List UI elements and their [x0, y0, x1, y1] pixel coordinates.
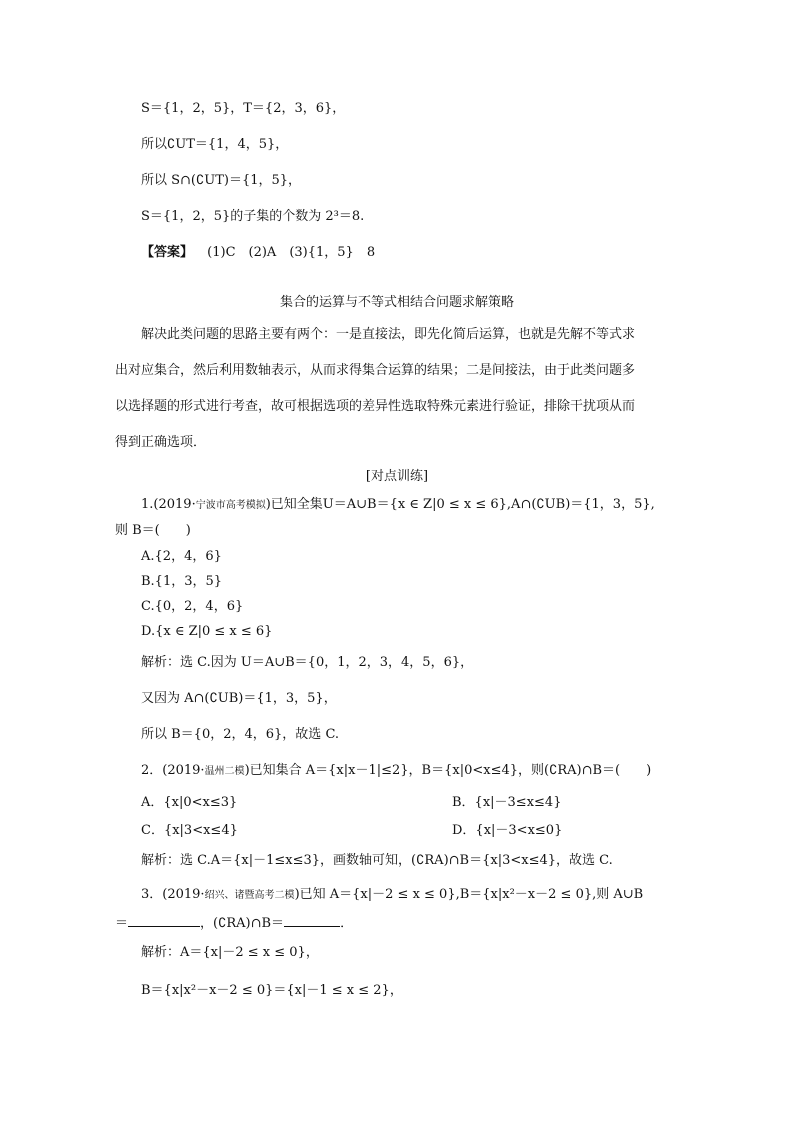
strategy-title: 集合的运算与不等式相结合问题求解策略	[279, 295, 514, 310]
q3-stem-text: )已知 A＝{x|－2 ≤ x ≤ 0},B＝{x|x²－x－2 ≤ 0},则 A∪B	[294, 887, 644, 902]
q2-stem	[141, 762, 651, 781]
solution-line-1: S＝{1，2，5}，T＝{2，3，6}，	[141, 101, 346, 116]
q2-option-b: B．{x|－3≤x≤4}	[452, 795, 562, 810]
solution-line-3: 所以 S∩(∁UT)＝{1，5}，	[141, 173, 302, 188]
q2-option-c: C．{x|3<x≤4}	[141, 823, 238, 838]
q3-stem-end: ．	[340, 916, 354, 931]
q1-stem-text: )已知全集U＝A∪B＝{x ∈ Z|0 ≤ x ≤ 6},A∩(∁UB)＝{1，3，5},	[265, 497, 655, 512]
training-header: [对点训练]	[365, 469, 429, 484]
q1-source-year: 2019·	[158, 497, 196, 512]
q1-solution-line-1: 解析：选 C.因为 U＝A∪B＝{0，1，2，3，4，5，6}，	[141, 655, 474, 670]
solution-line-2: 所以∁UT＝{1，4，5}，	[141, 137, 289, 152]
q3-stem-line-2	[115, 914, 353, 933]
q2-source-place: 温州二模	[204, 766, 245, 777]
q3-stem-middle: ，(∁RA)∩B＝	[200, 916, 285, 931]
q3-solution-line-1: 解析：A＝{x|－2 ≤ x ≤ 0}，	[141, 945, 319, 960]
q1-option-a: A.{2，4，6}	[141, 549, 222, 564]
q3-equals: ＝	[115, 916, 129, 931]
q1-solution-line-3: 所以 B＝{0，2，4，6}，故选 C.	[141, 727, 340, 742]
q1-option-b: B.{1，3，5}	[141, 574, 223, 589]
answer-tag: 【答案】	[141, 245, 194, 260]
q3-solution-line-2: B＝{x|x²－x－2 ≤ 0}＝{x|－1 ≤ x ≤ 2}，	[141, 983, 403, 998]
strategy-paragraph-line-3: 以选择题的形式进行考查，故可根据选项的差异性选取特殊元素进行验证，排除干扰项从而	[115, 399, 636, 414]
strategy-paragraph-line-4: 得到正确选项．	[115, 435, 207, 450]
q2-number: 2．(	[141, 763, 168, 778]
answer-text: (1)C (2)A (3){1，5} 8	[207, 245, 376, 260]
q2-stem-text: )已知集合 A＝{x|x－1|≤2}，B＝{x|0<x≤4}，则(∁RA)∩B＝( )	[244, 763, 652, 778]
q3-blank-2[interactable]	[284, 914, 340, 927]
q3-blank-1[interactable]	[128, 914, 200, 927]
q2-source-year: 2019·	[167, 763, 205, 778]
q1-solution-line-2: 又因为 A∩(∁UB)＝{1，3，5}，	[141, 691, 337, 706]
q3-source-place: 绍兴、诸暨高考二模	[204, 890, 295, 901]
q1-stem-line-2: 则 B＝( )	[115, 523, 191, 538]
q1-stem-line-1	[141, 496, 655, 515]
q1-option-c: C.{0，2，4，6}	[141, 599, 244, 614]
strategy-paragraph-line-1: 解决此类问题的思路主要有两个：一是直接法，即先化简后运算，也就是先解不等式求	[141, 327, 636, 342]
q2-option-a: A．{x|0<x≤3}	[141, 795, 238, 810]
strategy-paragraph-line-2: 出对应集合，然后利用数轴表示，从而求得集合运算的结果；二是间接法，由于此类问题多	[115, 363, 636, 378]
q2-solution: 解析：选 C.A＝{x|－1≤x≤3}，画数轴可知，(∁RA)∩B＝{x|3<x≤4}，故选 C.	[141, 853, 613, 868]
q1-source-place: 宁波市高考模拟	[195, 500, 266, 511]
q3-stem-line-1	[141, 886, 643, 905]
answer-line	[141, 244, 375, 262]
q3-number: 3．(	[141, 887, 168, 902]
q1-option-d: D.{x ∈ Z|0 ≤ x ≤ 6}	[141, 624, 273, 639]
q1-number: 1.(	[141, 497, 159, 512]
q2-option-d: D．{x|－3<x≤0}	[452, 823, 563, 838]
q3-source-year: 2019·	[167, 887, 205, 902]
solution-line-4: S＝{1，2，5}的子集的个数为 2³＝8.	[141, 209, 365, 224]
